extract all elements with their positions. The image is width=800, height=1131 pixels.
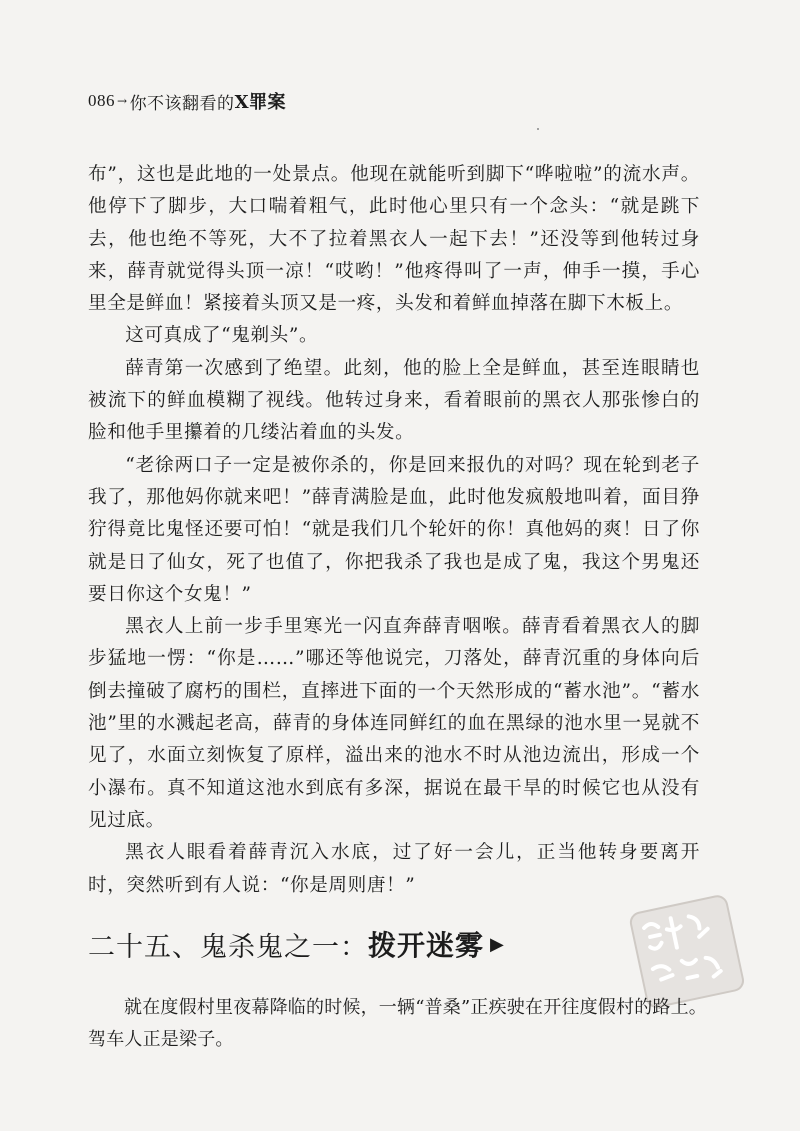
book-title: 你不该翻看的 bbox=[129, 93, 235, 114]
triangle-marker-icon: ▶ bbox=[490, 933, 505, 955]
paragraph: 就在度假村里夜幕降临的时候，一辆“普桑”正疾驶在开往度假村的路上。驾车人正是梁子。 bbox=[88, 997, 708, 1050]
page-number: 086 bbox=[88, 91, 115, 110]
speck bbox=[537, 128, 539, 130]
section-title: 鬼杀鬼之一： bbox=[200, 931, 368, 963]
separator-arrow-icon: → bbox=[117, 94, 128, 108]
running-header bbox=[88, 88, 286, 114]
paragraph: 布”，这也是此地的一处景点。他现在就能听到脚下“哗啦啦”的流水声。他停下了脚步，大口喘着粗气，此时他心里只有一个念头：“就是跳下去，他也绝不等死，大不了拉着黑衣人一起下去！”还没等到他转过身来，薛青就觉得头顶一凉！“哎哟！”他疼得叫了一声，伸手一摸，手心里全是鲜血！紧接着头顶又是一疼，头发和着鲜血掉落在脚下木板上。 bbox=[88, 164, 700, 315]
body-text bbox=[88, 159, 700, 902]
paragraph: 黑衣人上前一步手里寒光一闪直奔薛青咽喉。薛青看着黑衣人的脚步猛地一愣：“你是……”哪还等他说完，刀落处，薛青沉重的身体向后倒去撞破了腐朽的围栏，直摔进下面的一个天然形成的“蓄水池”。“蓄水池”里的水溅起老高，薛青的身体连同鲜红的血在黑绿的池水里一晃就不见了，水面立刻恢复了原样，溢出来的池水不时从池边流出，形成一个小瀑布。真不知道这池水到底有多深，据说在最干旱的时候它也从没有见过底。 bbox=[88, 616, 700, 831]
paragraph: 黑衣人眼看着薛青沉入水底，过了好一会儿，正当他转身要离开时，突然听到有人说：“你是周则唐！” bbox=[88, 842, 700, 896]
book-title-emphasis: X罪案 bbox=[234, 92, 287, 113]
section-subtitle: 拨开迷雾 bbox=[368, 929, 485, 962]
section-number: 二十五、 bbox=[88, 931, 200, 963]
paragraph: 这可真成了“鬼剃头”。 bbox=[125, 325, 319, 347]
paragraph: “老徐两口子一定是被你杀的，你是回来报仇的对吗？现在轮到老子我了，那他妈你就来吧！”薛青满脸是血，此时他发疯般地叫着，面目狰狞得竟比鬼怪还要可怕！“就是我们几个轮奸的你！真他妈的爽！日了你就是日了仙女，死了也值了，你把我杀了我也是成了鬼，我这个男鬼还要日你这个女鬼！” bbox=[88, 454, 700, 605]
paragraph: 薛青第一次感到了绝望。此刻，他的脸上全是鲜血，甚至连眼睛也被流下的鲜血模糊了视线。他转过身来，看着眼前的黑衣人那张惨白的脸和他手里攥着的几缕沾着血的头发。 bbox=[88, 357, 700, 444]
section-heading bbox=[88, 924, 505, 964]
section-body bbox=[88, 992, 708, 1056]
